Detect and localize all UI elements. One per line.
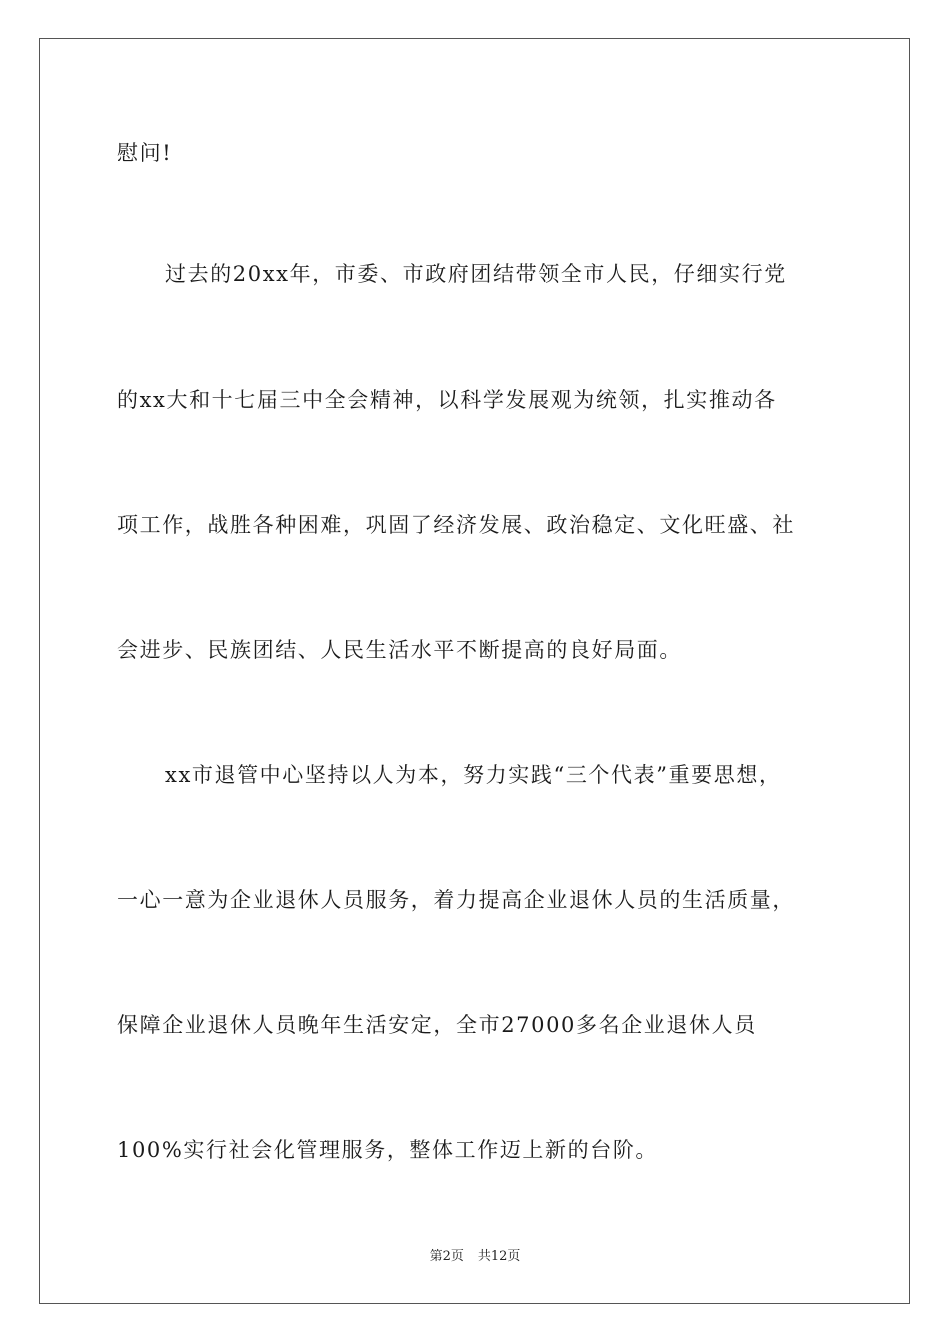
text-line-2: 过去的20xx年，市委、市政府团结带领全市人民，仔细实行党 (165, 262, 787, 286)
text-line-3: 的xx大和十七届三中全会精神，以科学发展观为统领，扎实推动各 (117, 388, 777, 412)
text-line-1: 慰问! (117, 141, 173, 165)
page-number: 第2页 (429, 1249, 464, 1264)
page-border (39, 38, 910, 1304)
text-line-7: 一心一意为企业退休人员服务，着力提高企业退休人员的生活质量， (117, 888, 795, 912)
text-line-5: 会进步、民族团结、人民生活水平不断提高的良好局面。 (117, 638, 682, 662)
text-line-6: xx市退管中心坚持以人为本，努力实践“三个代表”重要思想， (165, 763, 782, 787)
page-total: 共12页 (477, 1249, 521, 1264)
text-line-4: 项工作，战胜各种困难，巩固了经济发展、政治稳定、文化旺盛、社 (117, 513, 795, 537)
page-footer (0, 1248, 950, 1266)
text-line-8: 保障企业退休人员晚年生活安定，全市27000多名企业退休人员 (117, 1013, 757, 1037)
text-line-9: 100%实行社会化管理服务，整体工作迈上新的台阶。 (117, 1138, 659, 1162)
